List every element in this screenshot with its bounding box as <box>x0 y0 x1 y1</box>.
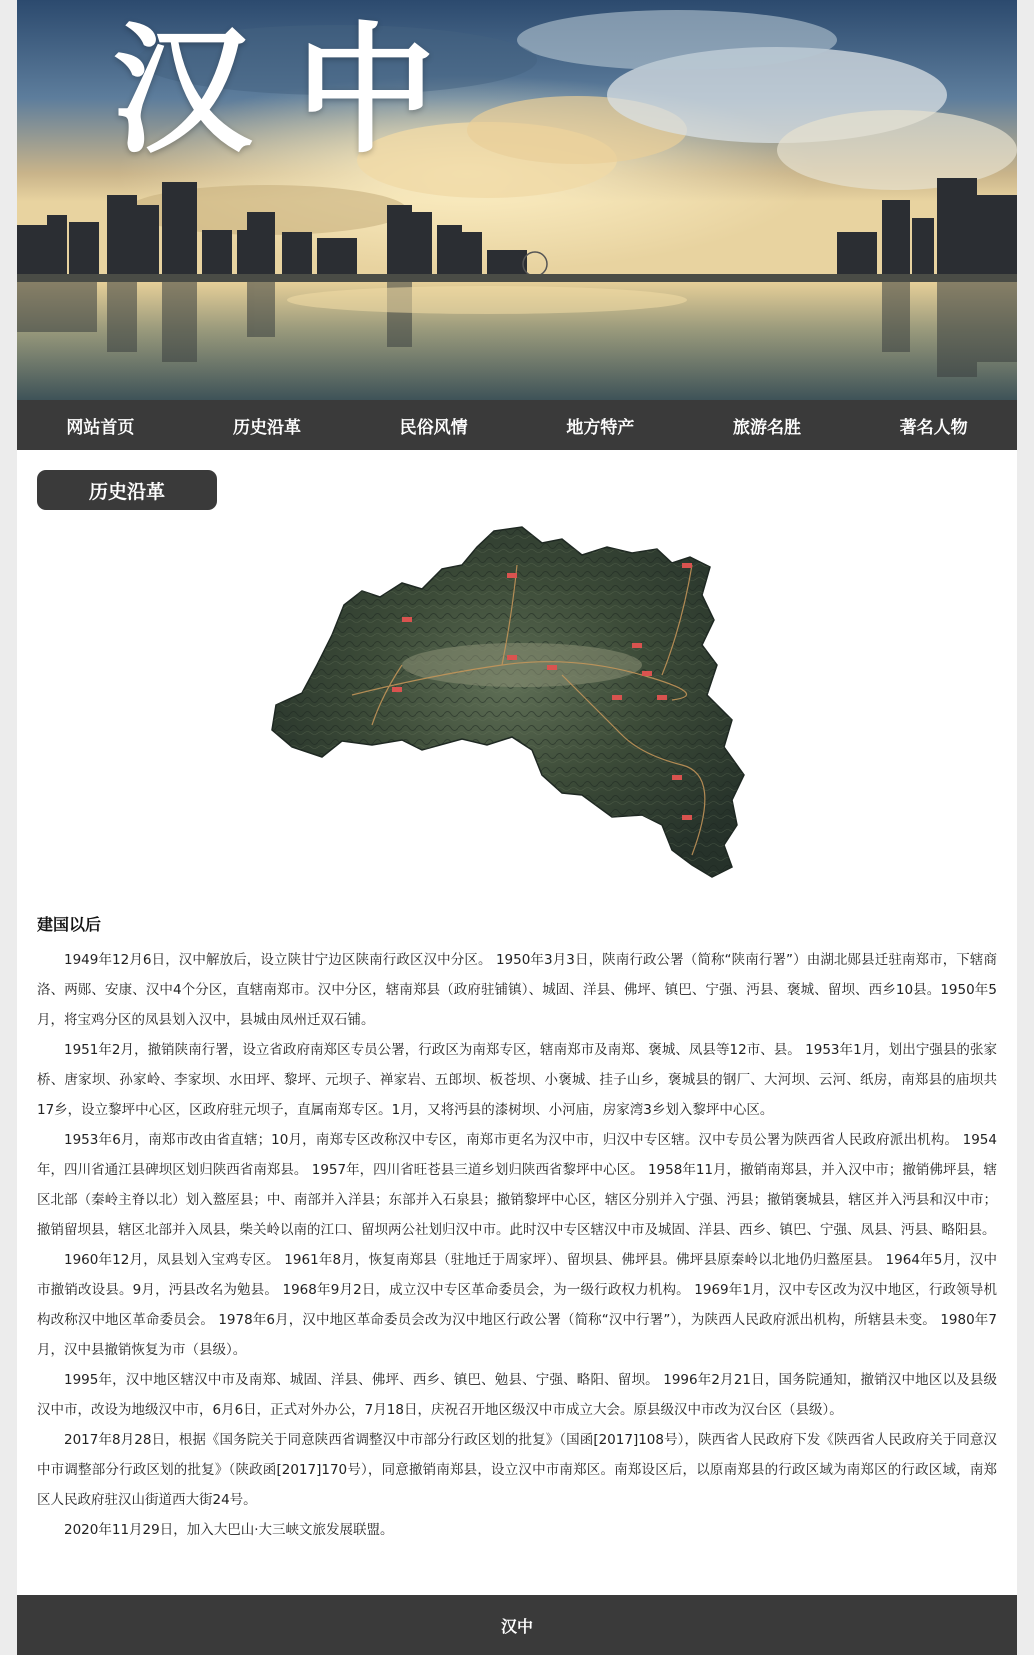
banner-title: 汉中 <box>112 10 481 173</box>
article-paragraph: 1960年12月，凤县划入宝鸡专区。 1961年8月，恢复南郑县（驻地迁于周家坪）、留坝县、佛坪县。佛坪县原秦岭以北地仍归盩厔县。 1964年5月，汉中市撤销改设县。9月，沔县改名为勉县。 1968年9月2日，成立汉中专区革命委员会，为一级行政权力机构。 1969年1月，汉中专区改为汉中地区，行政领导机构改称汉中地区革命委员会。 1978年6月，汉中地区革命委员会改为汉中地区行政公署（简称“汉中行署”），为陕西人民政府派出机构，所辖县未变。 1980年7月，汉中县撤销恢复为市（县级）。 <box>37 1252 997 1358</box>
footer <box>17 1595 1017 1655</box>
article-paragraph: 1951年2月，撤销陕南行署，设立省政府南郑区专员公署，行政区为南郑专区，辖南郑市及南郑、褒城、凤县等12市、县。 1953年1月，划出宁强县的张家桥、唐家坝、孙家岭、李家坝、水田坪、黎坪、元坝子、禅家岩、五郎坝、板苍坝、小褒城、挂子山乡，褒城县的钢厂、大河坝、云河、纸房，南郑县的庙坝共17乡，设立黎坪中心区，区政府驻元坝子，直属南郑专区。1月，又将沔县的漆树坝、小河庙，房家湾3乡划入黎坪中心区。 <box>37 1042 997 1118</box>
article-paragraph: 1953年6月，南郑市改由省直辖；10月，南郑专区改称汉中专区，南郑市更名为汉中市，归汉中专区辖。汉中专员公署为陕西省人民政府派出机构。 1954年，四川省通江县碑坝区划归陕西省南郑县。 1957年，四川省旺苍县三道乡划归陕西省黎坪中心区。 1958年11月，撤销南郑县，并入汉中市；撤销佛坪县，辖区北部（秦岭主脊以北）划入盩厔县；中、南部并入洋县；东部并入石泉县；撤销黎坪中心区，辖区分别并入宁强、沔县；撤销褒城县，辖区并入沔县和汉中市；撤销留坝县，辖区北部并入凤县，柴关岭以南的江口、留坝两公社划归汉中市。此时汉中专区辖汉中市及城固、洋县、西乡、镇巴、宁强、凤县、沔县、略阳县。 <box>37 1132 997 1238</box>
region-map <box>262 525 782 905</box>
article-body <box>37 945 997 1545</box>
nav-item-customs[interactable]: 民俗风情 <box>399 417 468 438</box>
nav-item-history[interactable]: 历史沿革 <box>233 417 301 438</box>
nav-item-attractions[interactable]: 旅游名胜 <box>733 417 802 438</box>
article-paragraph: 2017年8月28日，根据《国务院关于同意陕西省调整汉中市部分行政区划的批复》（国函[2017]108号），陕西省人民政府下发《陕西省人民政府关于同意汉中市调整部分行政区划的批复》（陕政函[2017]170号），同意撤销南郑县，设立汉中市南郑区。南郑设区后，以原南郑县的行政区域为南郑区的行政区域，南郑区人民政府驻汉山街道西大街24号。 <box>37 1432 997 1508</box>
article-paragraph: 1949年12月6日，汉中解放后，设立陕甘宁边区陕南行政区汉中分区。 1950年3月3日，陕南行政公署（简称“陕南行署”）由湖北郧县迁驻南郑市，下辖商洛、两郧、安康、汉中4个分区，直辖南郑市。汉中分区，辖南郑县（政府驻铺镇）、城固、洋县、佛坪、镇巴、宁强、沔县、褒城、留坝、西乡10县。1950年5月，将宝鸡分区的凤县划入汉中，县城由凤州迁双石铺。 <box>37 952 997 1028</box>
main-nav <box>17 400 1017 450</box>
nav-item-people[interactable]: 著名人物 <box>899 417 968 438</box>
banner <box>17 0 1017 400</box>
section-title: 历史沿革 <box>37 470 217 510</box>
article-heading: 建国以后 <box>37 915 102 934</box>
nav-item-specialties[interactable]: 地方特产 <box>566 417 635 438</box>
article-paragraph: 2020年11月29日，加入大巴山·大三峡文旅发展联盟。 <box>64 1522 394 1538</box>
nav-item-home[interactable]: 网站首页 <box>66 417 135 438</box>
footer-text: 汉中 <box>500 1616 533 1636</box>
page <box>17 0 1017 1655</box>
article-paragraph: 1995年，汉中地区辖汉中市及南郑、城固、洋县、佛坪、西乡、镇巴、勉县、宁强、略阳、留坝。 1996年2月21日，国务院通知，撤销汉中地区以及县级汉中市，改设为地级汉中市，6月6日，正式对外办公，7月18日，庆祝召开地区级汉中市成立大会。原县级汉中市改为汉台区（县级）。 <box>37 1372 997 1418</box>
